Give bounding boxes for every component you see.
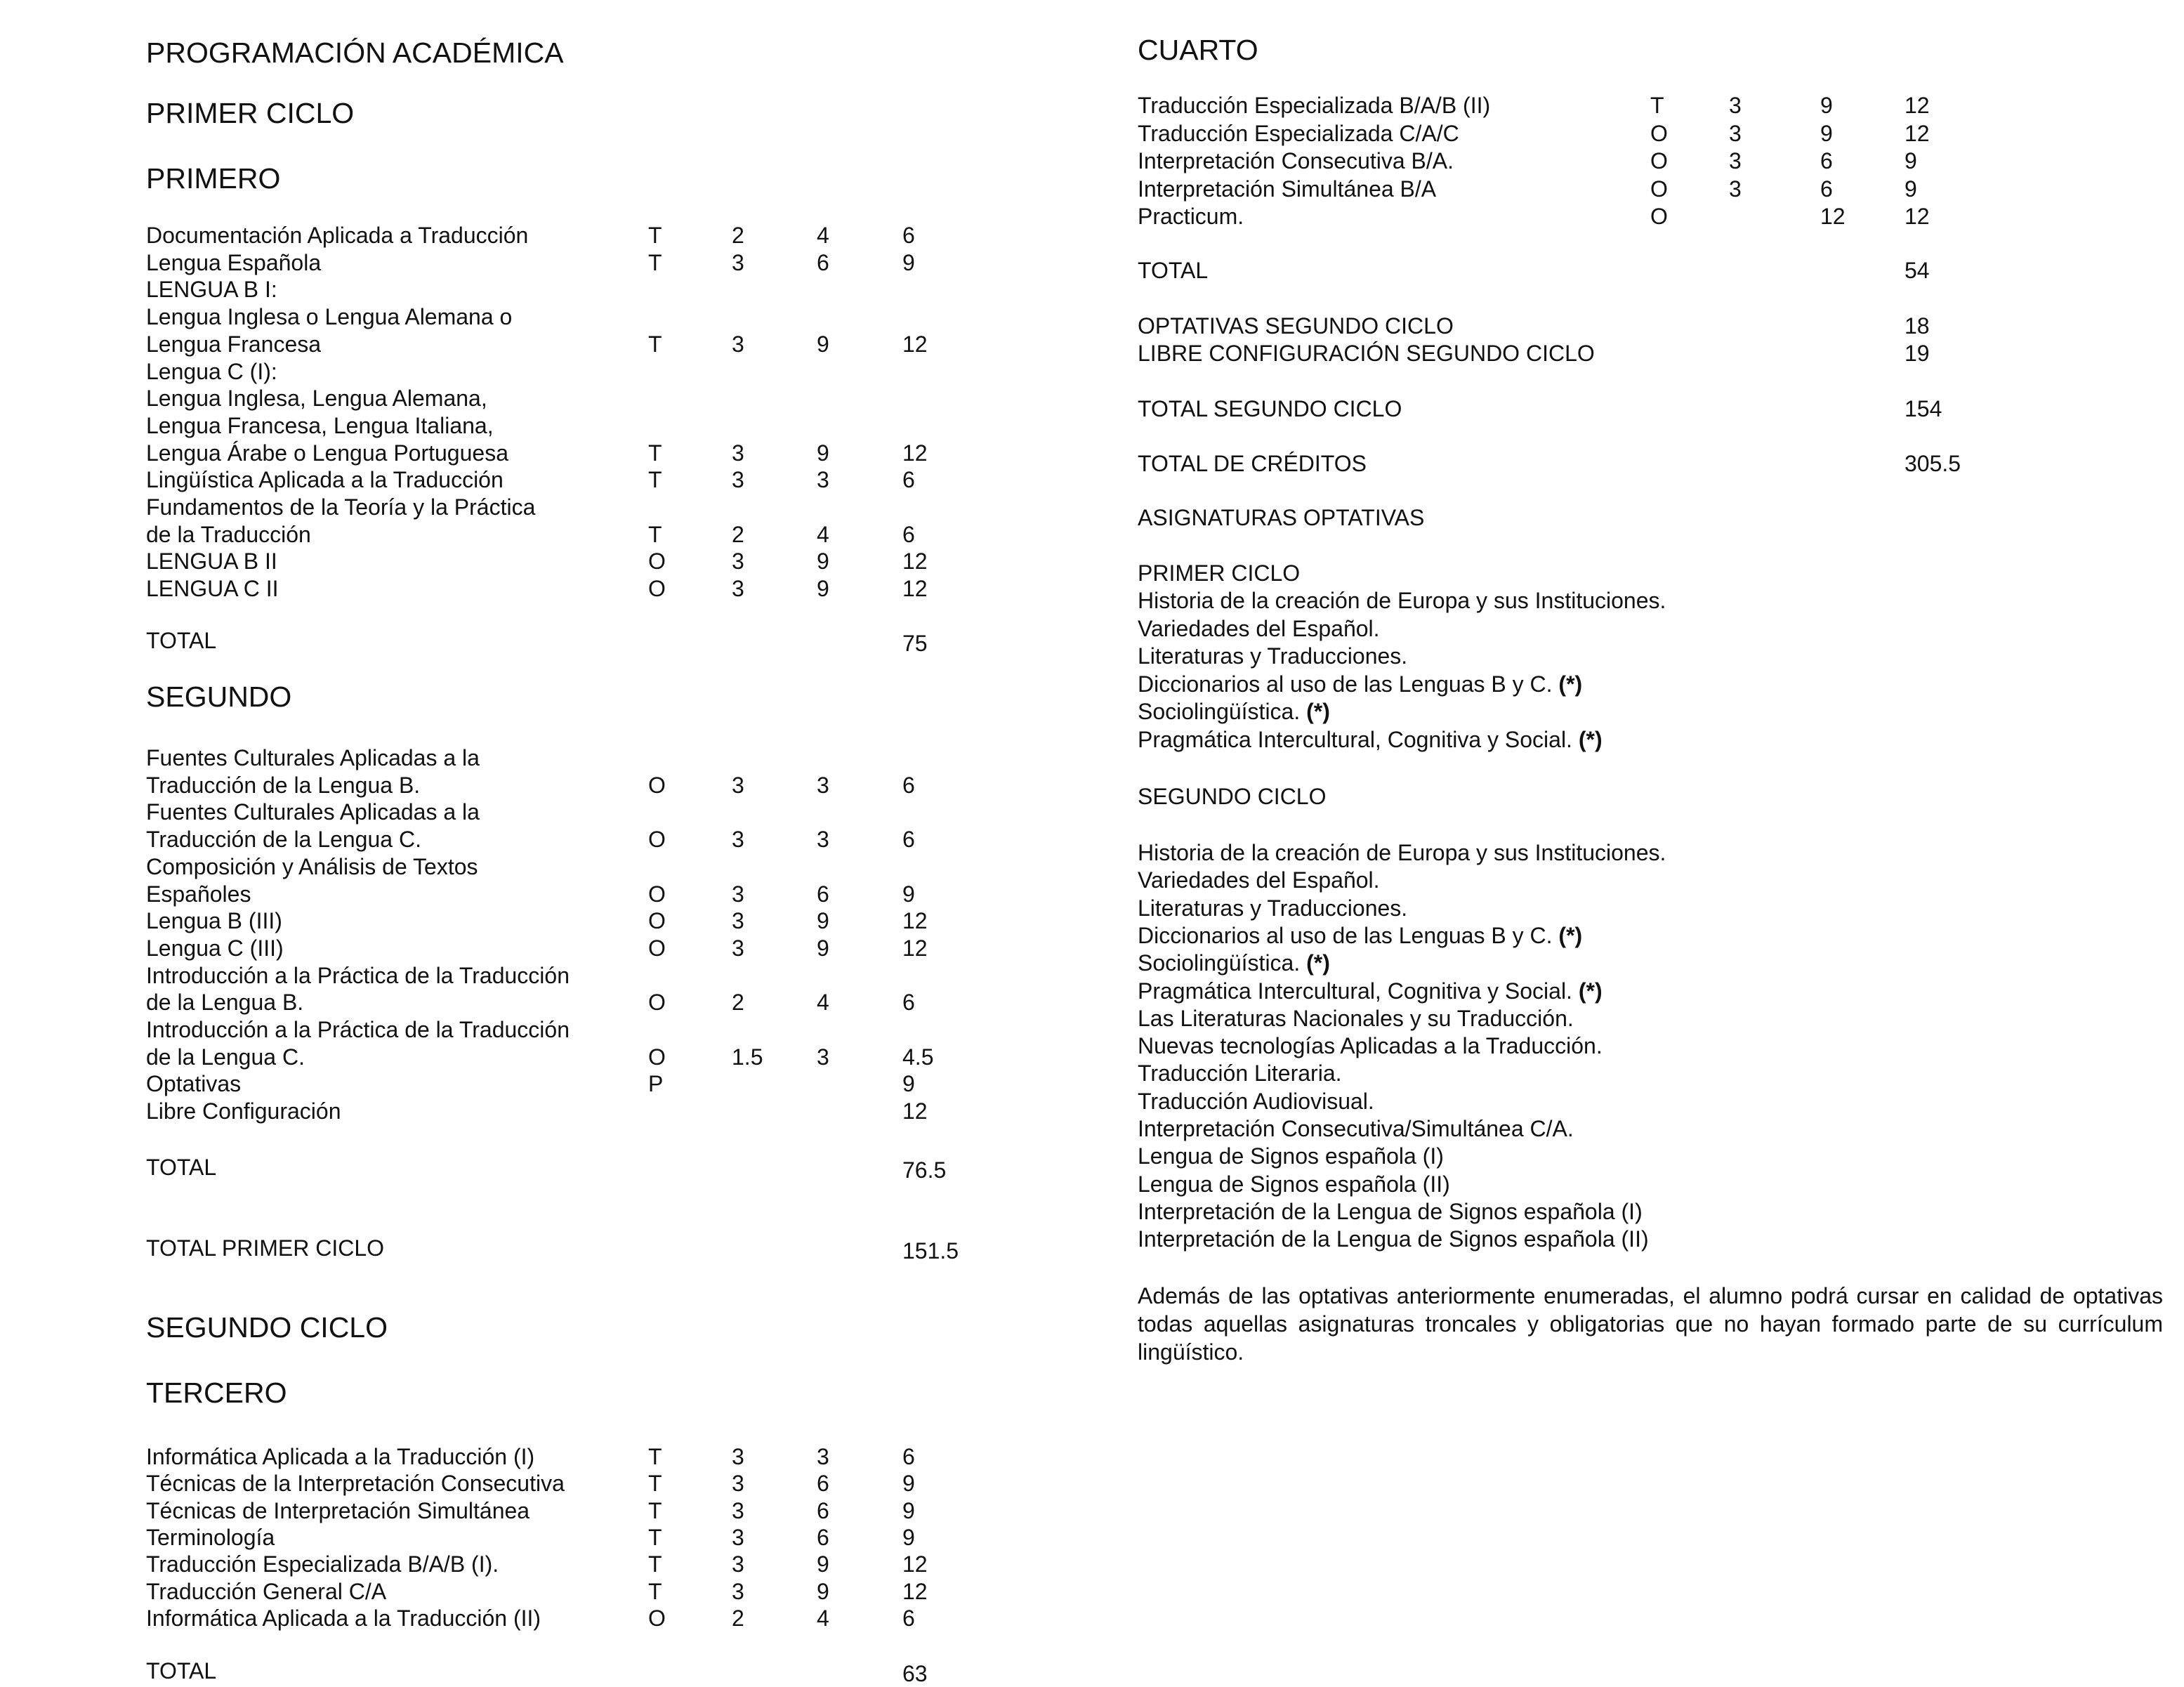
total-value-segundo: 76.5 (902, 1157, 947, 1183)
primero-row-credits-theory: 3 (732, 249, 744, 275)
primero-row-type: T (648, 521, 662, 547)
summary-value: 18 (1905, 313, 1930, 339)
tercero-row-credits-theory: 2 (732, 1605, 744, 1631)
segundo-row-credits-theory: 3 (732, 881, 744, 907)
segundo-row-credits-total: 6 (902, 772, 915, 798)
primero-row-subject-name: Lengua Francesa, Lengua Italiana, (146, 412, 494, 438)
cuarto-row-credits-practice: 6 (1820, 148, 1833, 173)
optativa-primer-ciclo-item-mark: (*) (1578, 726, 1603, 752)
primero-row-type: T (648, 467, 662, 493)
segundo-row-type: O (648, 881, 666, 907)
segundo-row-subject-name: de la Lengua C. (146, 1044, 305, 1070)
cuarto-row-credits-practice: 9 (1820, 93, 1833, 118)
tercero-row-credits-practice: 6 (817, 1524, 829, 1550)
primero-row-type: O (648, 576, 666, 602)
year-heading-tercero: TERCERO (146, 1377, 287, 1409)
tercero-row-type: T (648, 1578, 662, 1604)
segundo-row-credits-total: 9 (902, 1071, 915, 1097)
primero-row-credits-theory: 3 (732, 467, 744, 493)
optativa-segundo-ciclo-item (1138, 1198, 1643, 1225)
tercero-row-subject-name: Informática Aplicada a la Traducción (II) (146, 1605, 541, 1631)
segundo-row-type: O (648, 827, 666, 853)
optativa-primer-ciclo-item-text: Historia de la creación de Europa y sus Instituciones. (1138, 588, 1666, 613)
segundo-row-subject-name: Españoles (146, 881, 251, 907)
optativa-segundo-ciclo-item (1138, 1115, 1574, 1142)
tercero-row-credits-total: 9 (902, 1471, 915, 1497)
optativa-segundo-ciclo-item-text: Interpretación de la Lengua de Signos española (II) (1138, 1226, 1649, 1252)
cycle-heading-primer-ciclo: PRIMER CICLO (146, 97, 355, 129)
tercero-row-type: T (648, 1471, 662, 1497)
tercero-row-credits-practice: 6 (817, 1497, 829, 1523)
optativa-segundo-ciclo-item-text: Pragmática Intercultural, Cognitiva y Social. (1138, 978, 1579, 1004)
primero-row-subject-name: Lengua Árabe o Lengua Portuguesa (146, 440, 508, 466)
optativa-segundo-ciclo-item (1138, 1088, 1374, 1115)
tercero-row-subject-name: Informática Aplicada a la Traducción (I) (146, 1444, 535, 1469)
primero-row-subject-name: Fundamentos de la Teoría y la Práctica (146, 494, 536, 520)
summary-value: 154 (1905, 396, 1942, 421)
year-heading-segundo: SEGUNDO (146, 681, 292, 713)
segundo-row-credits-total: 6 (902, 990, 915, 1016)
total-label-primer-ciclo: TOTAL PRIMER CICLO (146, 1235, 385, 1261)
segundo-row-type: O (648, 1044, 666, 1070)
primero-row-credits-theory: 3 (732, 576, 744, 602)
optativa-segundo-ciclo-item (1138, 1171, 1450, 1197)
year-heading-cuarto: CUARTO (1138, 34, 1258, 66)
primero-row-subject-name: LENGUA B I: (146, 277, 277, 303)
optativa-segundo-ciclo-item-text: Sociolingüística. (1138, 950, 1307, 976)
optativa-segundo-ciclo-item-mark: (*) (1306, 950, 1330, 976)
primero-row-credits-total: 6 (902, 521, 915, 547)
optativa-segundo-ciclo-item (1138, 1226, 1649, 1252)
primero-row-credits-theory: 2 (732, 521, 744, 547)
segundo-row-credits-theory: 3 (732, 772, 744, 798)
segundo-row-credits-total: 12 (902, 1098, 928, 1124)
segundo-row-type: P (648, 1071, 664, 1097)
segundo-row-subject-name: Composición y Análisis de Textos (146, 853, 478, 879)
tercero-row-type: T (648, 1497, 662, 1523)
optativa-primer-ciclo-item (1138, 615, 1380, 642)
primero-row-subject-name: Lengua Inglesa o Lengua Alemana o (146, 304, 513, 330)
segundo-row-type: O (648, 990, 666, 1016)
primero-row-credits-total: 12 (902, 440, 928, 466)
segundo-row-type: O (648, 935, 666, 961)
segundo-row-credits-theory: 3 (732, 935, 744, 961)
summary-label: OPTATIVAS SEGUNDO CICLO (1138, 313, 1454, 339)
segundo-row-credits-practice: 9 (817, 908, 829, 934)
segundo-row-subject-name: Traducción de la Lengua B. (146, 772, 421, 798)
cuarto-row-subject-name: Practicum. (1138, 204, 1244, 229)
segundo-row-type: O (648, 908, 666, 934)
tercero-row-credits-theory: 3 (732, 1444, 744, 1469)
optativa-segundo-ciclo-item (1138, 867, 1380, 893)
summary-value: 305.5 (1905, 451, 1961, 476)
segundo-row-credits-theory: 3 (732, 827, 744, 853)
tercero-row-credits-total: 9 (902, 1524, 915, 1550)
tercero-row-credits-practice: 9 (817, 1578, 829, 1604)
tercero-row-type: O (648, 1605, 666, 1631)
optativa-primer-ciclo-item-mark: (*) (1558, 671, 1583, 697)
total-label-tercero: TOTAL (146, 1658, 217, 1683)
total-label-segundo: TOTAL (146, 1155, 217, 1180)
segundo-row-subject-name: de la Lengua B. (146, 990, 304, 1016)
cuarto-row-credits-practice: 12 (1820, 204, 1846, 229)
summary-value: 54 (1905, 258, 1930, 283)
optativa-segundo-ciclo-item-text: Interpretación de la Lengua de Signos española (I) (1138, 1198, 1643, 1224)
primero-row-subject-name: Lingüística Aplicada a la Traducción (146, 467, 504, 493)
cuarto-row-credits-total: 9 (1905, 176, 1917, 202)
optativas-segundo-ciclo-heading: SEGUNDO CICLO (1138, 784, 1327, 809)
segundo-row-subject-name: Libre Configuración (146, 1098, 341, 1124)
primero-row-subject-name: LENGUA C II (146, 576, 279, 602)
optativa-segundo-ciclo-item (1138, 922, 1582, 949)
cuarto-row-credits-total: 12 (1905, 93, 1930, 118)
cuarto-row-credits-total: 9 (1905, 148, 1917, 173)
optativa-segundo-ciclo-item-mark: (*) (1578, 978, 1603, 1004)
tercero-row-credits-theory: 3 (732, 1497, 744, 1523)
optativa-primer-ciclo-item-text: Pragmática Intercultural, Cognitiva y Social. (1138, 726, 1579, 752)
tercero-row-credits-total: 6 (902, 1444, 915, 1469)
optativa-primer-ciclo-item (1138, 671, 1582, 697)
primero-row-credits-practice: 3 (817, 467, 829, 493)
optativa-segundo-ciclo-item-text: Diccionarios al uso de las Lenguas B y C. (1138, 922, 1559, 948)
tercero-row-credits-total: 9 (902, 1497, 915, 1523)
segundo-row-credits-practice: 3 (817, 1044, 829, 1070)
primero-row-subject-name: Lengua Inglesa, Lengua Alemana, (146, 386, 487, 412)
primero-row-credits-practice: 9 (817, 440, 829, 466)
primero-row-credits-theory: 3 (732, 549, 744, 575)
total-value-tercero: 63 (902, 1661, 928, 1686)
optativa-segundo-ciclo-item-text: Traducción Literaria. (1138, 1061, 1342, 1087)
summary-label: TOTAL DE CRÉDITOS (1138, 451, 1367, 476)
optativa-segundo-ciclo-item-text: Lengua de Signos española (I) (1138, 1143, 1444, 1169)
primero-row-type: T (648, 223, 662, 248)
primero-row-type: O (648, 549, 666, 575)
primero-row-credits-practice: 9 (817, 549, 829, 575)
primero-row-subject-name: Lengua Española (146, 249, 322, 275)
cuarto-row-credits-theory: 3 (1729, 176, 1742, 202)
segundo-row-subject-name: Introducción a la Práctica de la Traducción (146, 1017, 570, 1042)
primero-row-subject-name: de la Traducción (146, 521, 311, 547)
primero-row-credits-total: 9 (902, 249, 915, 275)
tercero-row-type: T (648, 1524, 662, 1550)
segundo-row-subject-name: Fuentes Culturales Aplicadas a la (146, 745, 480, 770)
total-value-primer-ciclo: 151.5 (902, 1238, 959, 1263)
primero-row-credits-practice: 4 (817, 223, 829, 248)
tercero-row-credits-total: 12 (902, 1551, 928, 1577)
tercero-row-subject-name: Traducción General C/A (146, 1578, 387, 1604)
optativa-primer-ciclo-item (1138, 726, 1603, 753)
tercero-row-credits-theory: 3 (732, 1578, 744, 1604)
optativa-primer-ciclo-item (1138, 643, 1407, 669)
cuarto-row-subject-name: Interpretación Simultánea B/A (1138, 176, 1437, 202)
summary-label: TOTAL (1138, 258, 1209, 283)
segundo-row-credits-practice: 3 (817, 772, 829, 798)
optativa-segundo-ciclo-item-text: Historia de la creación de Europa y sus Instituciones. (1138, 840, 1666, 865)
segundo-row-credits-practice: 4 (817, 990, 829, 1016)
segundo-row-credits-practice: 6 (817, 881, 829, 907)
cuarto-row-type: O (1650, 120, 1668, 146)
tercero-row-type: T (648, 1444, 662, 1469)
tercero-row-subject-name: Terminología (146, 1524, 275, 1550)
optativa-primer-ciclo-item-mark: (*) (1306, 699, 1330, 724)
cuarto-row-credits-total: 12 (1905, 204, 1930, 229)
primero-row-subject-name: Documentación Aplicada a Traducción (146, 223, 529, 248)
optativa-segundo-ciclo-item (1138, 1005, 1574, 1032)
optativa-segundo-ciclo-item (1138, 1143, 1444, 1169)
segundo-row-subject-name: Lengua C (III) (146, 935, 284, 961)
optativa-primer-ciclo-item (1138, 698, 1330, 725)
primero-row-credits-theory: 3 (732, 440, 744, 466)
segundo-row-type: O (648, 772, 666, 798)
optativa-segundo-ciclo-item-text: Variedades del Español. (1138, 867, 1380, 893)
tercero-row-credits-practice: 4 (817, 1605, 829, 1631)
tercero-row-credits-theory: 3 (732, 1524, 744, 1550)
cuarto-row-subject-name: Interpretación Consecutiva B/A. (1138, 148, 1454, 173)
optativa-segundo-ciclo-item (1138, 895, 1407, 921)
segundo-row-credits-total: 6 (902, 827, 915, 853)
tercero-row-credits-theory: 3 (732, 1471, 744, 1497)
total-value-primero: 75 (902, 631, 928, 656)
segundo-row-subject-name: Optativas (146, 1071, 242, 1097)
optativa-segundo-ciclo-item (1138, 950, 1330, 976)
tercero-row-credits-practice: 3 (817, 1444, 829, 1469)
segundo-row-subject-name: Fuentes Culturales Aplicadas a la (146, 799, 480, 825)
segundo-row-subject-name: Traducción de la Lengua C. (146, 827, 421, 853)
segundo-row-credits-practice: 9 (817, 935, 829, 961)
segundo-row-subject-name: Lengua B (III) (146, 908, 282, 934)
optativa-primer-ciclo-item-text: Diccionarios al uso de las Lenguas B y C. (1138, 671, 1559, 697)
optativa-segundo-ciclo-item-text: Lengua de Signos española (II) (1138, 1171, 1450, 1197)
cuarto-row-credits-total: 12 (1905, 120, 1930, 146)
segundo-row-credits-total: 9 (902, 881, 915, 907)
optativa-primer-ciclo-item (1138, 587, 1666, 614)
tercero-row-subject-name: Traducción Especializada B/A/B (I). (146, 1551, 499, 1577)
segundo-row-credits-theory: 3 (732, 908, 744, 934)
primero-row-credits-theory: 3 (732, 331, 744, 357)
summary-value: 19 (1905, 341, 1930, 366)
optativas-heading: ASIGNATURAS OPTATIVAS (1138, 505, 1425, 530)
primero-row-credits-total: 6 (902, 467, 915, 493)
tercero-row-subject-name: Técnicas de la Interpretación Consecutiva (146, 1471, 565, 1497)
segundo-row-credits-theory: 2 (732, 990, 744, 1016)
optativa-primer-ciclo-item-text: Literaturas y Traducciones. (1138, 643, 1408, 669)
cycle-heading-segundo-ciclo: SEGUNDO CICLO (146, 1311, 388, 1344)
cuarto-row-credits-theory: 3 (1729, 120, 1742, 146)
tercero-row-credits-total: 12 (902, 1578, 928, 1604)
optativa-segundo-ciclo-item (1138, 1060, 1342, 1087)
primero-row-subject-name: Lengua C (I): (146, 358, 277, 384)
tercero-row-credits-total: 6 (902, 1605, 915, 1631)
summary-label: LIBRE CONFIGURACIÓN SEGUNDO CICLO (1138, 341, 1595, 366)
segundo-row-credits-theory: 1.5 (732, 1044, 763, 1070)
segundo-row-credits-practice: 3 (817, 827, 829, 853)
segundo-row-credits-total: 4.5 (902, 1044, 934, 1070)
optativas-note: Además de las optativas anteriormente enumeradas, el alumno podrá cursar en calidad de optativas todas aquellas asignaturas troncales y obligatorias que no hayan formado parte de su currículum lingüístico. (1138, 1283, 2163, 1365)
cuarto-row-subject-name: Traducción Especializada B/A/B (II) (1138, 93, 1491, 118)
primero-row-credits-practice: 9 (817, 331, 829, 357)
primero-row-credits-practice: 4 (817, 521, 829, 547)
primero-row-credits-practice: 6 (817, 249, 829, 275)
primero-row-subject-name: Lengua Francesa (146, 331, 322, 357)
cuarto-row-subject-name: Traducción Especializada C/A/C (1138, 120, 1459, 146)
primero-row-credits-total: 12 (902, 331, 928, 357)
summary-label: TOTAL SEGUNDO CICLO (1138, 396, 1402, 421)
cuarto-row-type: O (1650, 204, 1668, 229)
primero-row-credits-total: 12 (902, 549, 928, 575)
primero-row-type: T (648, 249, 662, 275)
optativa-segundo-ciclo-item-text: Nuevas tecnologías Aplicadas a la Traducción. (1138, 1033, 1603, 1059)
primero-row-credits-total: 12 (902, 576, 928, 602)
tercero-row-type: T (648, 1551, 662, 1577)
primero-row-credits-total: 6 (902, 223, 915, 248)
year-heading-primero: PRIMERO (146, 162, 281, 195)
optativa-segundo-ciclo-item-text: Literaturas y Traducciones. (1138, 895, 1408, 921)
cuarto-row-type: O (1650, 148, 1668, 173)
optativa-primer-ciclo-item-text: Variedades del Español. (1138, 615, 1380, 641)
tercero-row-credits-practice: 9 (817, 1551, 829, 1577)
primero-row-type: T (648, 331, 662, 357)
optativa-segundo-ciclo-item-text: Interpretación Consecutiva/Simultánea C/A. (1138, 1116, 1574, 1141)
cuarto-row-type: O (1650, 176, 1668, 202)
segundo-row-credits-total: 12 (902, 935, 928, 961)
tercero-row-subject-name: Técnicas de Interpretación Simultánea (146, 1497, 530, 1523)
primero-row-type: T (648, 440, 662, 466)
primero-row-subject-name: LENGUA B II (146, 549, 277, 575)
tercero-row-credits-theory: 3 (732, 1551, 744, 1577)
optativa-segundo-ciclo-item-text: Traducción Audiovisual. (1138, 1088, 1374, 1114)
tercero-row-credits-practice: 6 (817, 1471, 829, 1497)
optativa-segundo-ciclo-item-text: Las Literaturas Nacionales y su Traducción. (1138, 1005, 1574, 1031)
cuarto-row-credits-theory: 3 (1729, 93, 1742, 118)
segundo-row-credits-total: 12 (902, 908, 928, 934)
page-title: PROGRAMACIÓN ACADÉMICA (146, 37, 564, 69)
optativa-primer-ciclo-item-text: Sociolingüística. (1138, 699, 1307, 724)
total-label-primero: TOTAL (146, 628, 217, 653)
optativa-segundo-ciclo-item (1138, 1032, 1603, 1059)
optativa-segundo-ciclo-item (1138, 978, 1603, 1004)
optativa-segundo-ciclo-item (1138, 839, 1666, 866)
segundo-row-subject-name: Introducción a la Práctica de la Traducción (146, 962, 570, 988)
primero-row-credits-practice: 9 (817, 576, 829, 602)
primero-row-credits-theory: 2 (732, 223, 744, 248)
cuarto-row-type: T (1650, 93, 1664, 118)
cuarto-row-credits-theory: 3 (1729, 148, 1742, 173)
optativas-primer-ciclo-heading: PRIMER CICLO (1138, 560, 1301, 586)
cuarto-row-credits-practice: 9 (1820, 120, 1833, 146)
cuarto-row-credits-practice: 6 (1820, 176, 1833, 202)
optativa-segundo-ciclo-item-mark: (*) (1558, 922, 1583, 948)
